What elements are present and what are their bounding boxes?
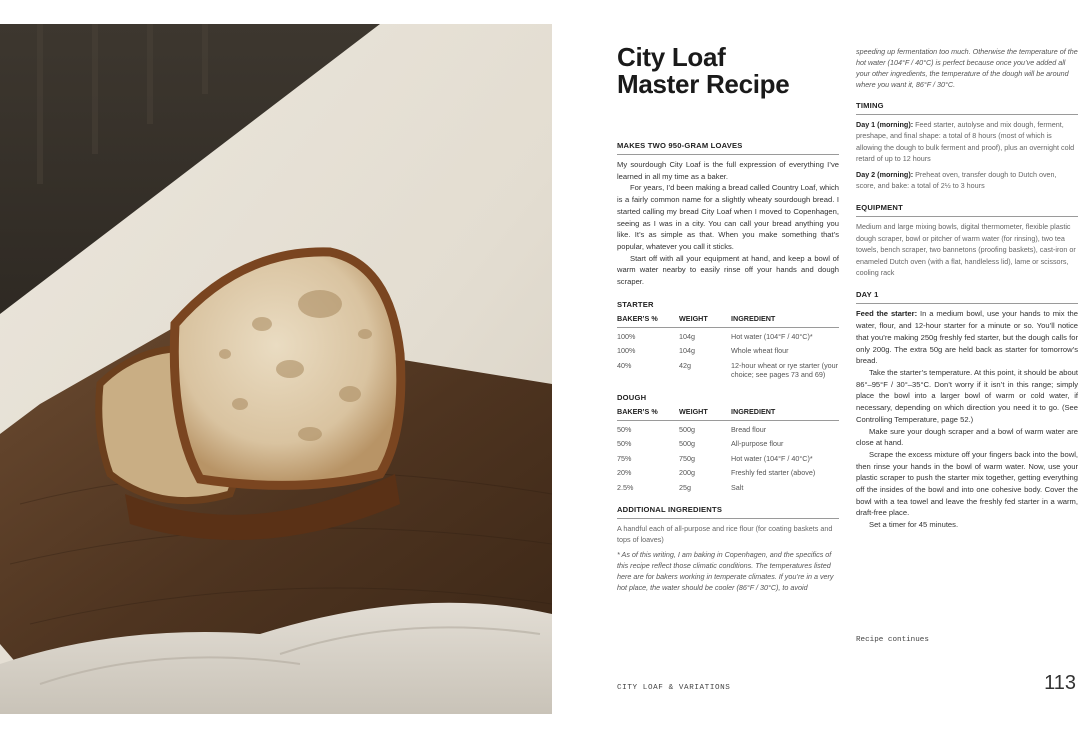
- page-title: [617, 44, 789, 98]
- table-cell: 104g: [679, 331, 695, 341]
- timing-day1-label: Day 1 (morning):: [856, 120, 914, 129]
- day1-section: [856, 290, 1078, 530]
- recipe-continues: Recipe continues: [856, 636, 929, 644]
- table-cell: 500g: [679, 439, 695, 449]
- continued-footnote: speeding up fermentation too much. Otherwise the temperature of the hot water (104°F / 40°C) is perfect because once you’ve added all your other ingredients, the temperature of the dough will be around where you want it, 86°F / 30°C.: [856, 47, 1078, 89]
- table-row: [617, 479, 839, 494]
- footnote: * As of this writing, I am baking in Copenhagen, and the specifics of this recipe reflect those climatic conditions. The temperatures listed here are for bakers working in temperate climates. If you’re in a very hot place, the water should be cooler (86°F / 30°C), to avoid: [617, 550, 834, 593]
- starter-table: [617, 311, 839, 381]
- table-cell: 104g: [679, 346, 695, 356]
- table-row: [617, 357, 839, 381]
- table-cell: 20%: [617, 468, 632, 478]
- timing-day2-label: Day 2 (morning):: [856, 169, 914, 179]
- starter-section: [617, 300, 839, 381]
- timing-day1-text: Feed starter, autolyse and mix dough, ferment, preshape, and final shape: a total of 8 hours (most of which is allowing the dough to bulk ferment and proof), plus an overnight cold retard of up to 12 hours: [856, 120, 1075, 164]
- column-header: INGREDIENT: [731, 311, 839, 328]
- right-column: [856, 46, 1078, 531]
- equipment-heading: EQUIPMENT: [856, 203, 1078, 217]
- table-cell: Salt: [731, 482, 744, 492]
- additional-heading: ADDITIONAL INGREDIENTS: [617, 505, 839, 519]
- intro-paragraph: Start off with all your equipment at hand, and keep a bowl of warm water nearby to easily rinse off your hands and dough scraper.: [617, 253, 839, 287]
- table-cell: 25g: [679, 482, 691, 492]
- table-cell: Hot water (104°F / 40°C)*: [731, 453, 813, 463]
- table-cell: 200g: [679, 468, 695, 478]
- table-cell: 100%: [617, 331, 636, 341]
- bread-loaf-photo: [0, 24, 552, 714]
- table-cell: 50%: [617, 439, 632, 449]
- table-cell: 2.5%: [617, 482, 634, 492]
- starter-heading: STARTER: [617, 299, 654, 309]
- table-row: [617, 464, 839, 479]
- title-line-2: Master Recipe: [617, 69, 790, 99]
- table-cell: 750g: [679, 453, 695, 463]
- table-cell: 100%: [617, 346, 636, 356]
- table-row: [617, 342, 839, 357]
- feed-label: Feed the starter:: [856, 309, 918, 319]
- dough-heading: DOUGH: [617, 392, 647, 402]
- table-row: [617, 420, 839, 435]
- feed-text: In a medium bowl, use your hands to mix the water, flour, and 12-hour starter for a minute or so. You’ll notice that you’re making 250g freshly fed starter, but the dough calls for only 200g. The extra 50g are held back as starter for tomorrow’s bread.: [856, 309, 1078, 366]
- day1-paragraph: Take the starter’s temperature. At this point, it should be about 86°–95°F / 30°–35°C. Don’t worry if it isn’t in this range; simply place the bowl into a larger bowl of warm or cold water, if necessary, depending on which direction you need it to go. (See Controlling Temperature, page 52.): [856, 367, 1078, 424]
- table-cell: Hot water (104°F / 40°C)*: [731, 331, 813, 341]
- table-header-row: [617, 404, 839, 421]
- running-footer: CITY LOAF & VARIATIONS: [617, 684, 731, 692]
- day1-heading: DAY 1: [856, 290, 1078, 304]
- table-cell: 12-hour wheat or rye starter (your choice; see pages 73 and 69): [731, 360, 839, 380]
- column-header: WEIGHT: [679, 311, 731, 328]
- left-column: [617, 141, 839, 593]
- day1-paragraph: Set a timer for 45 minutes.: [869, 520, 959, 530]
- column-header: WEIGHT: [679, 404, 731, 421]
- timing-day1: [856, 119, 1078, 165]
- dough-section: [617, 393, 839, 494]
- table-cell: 75%: [617, 453, 632, 463]
- day1-paragraph: Make sure your dough scraper and a bowl of warm water are close at hand.: [856, 426, 1078, 448]
- feed-paragraph: [856, 308, 1078, 367]
- timing-day2-text: Preheat oven, transfer dough to Dutch oven, score, and bake: a total of 2½ to 3 hours: [856, 169, 1057, 191]
- additional-text: A handful each of all-purpose and rice flour (for coating baskets and tops of loaves): [617, 524, 833, 545]
- dough-table: [617, 404, 839, 494]
- table-cell: Bread flour: [731, 424, 767, 434]
- table-row: [617, 327, 839, 342]
- table-cell: 50%: [617, 424, 632, 434]
- intro-paragraph: For years, I’d been making a bread called Country Loaf, which is a fairly common name for a slightly wheaty sourdough bread. I started calling my bread City Loaf when I moved to Copenhagen, seeing as I was in a city. You can call your bread anything you like. It’s as simple as that. When you make something that’s popular, whatever you call it sticks.: [617, 183, 839, 251]
- table-row: [617, 450, 839, 465]
- table-cell: Freshly fed starter (above): [731, 468, 816, 478]
- column-header: INGREDIENT: [731, 404, 839, 421]
- day1-paragraph: Scrape the excess mixture off your fingers back into the bowl, then rinse your hands in the bowl of warm water. Now, use your plastic scraper to push the starter mix together, getting everything off the insides of the bowl and into one cohesive body. Cover the bowl with a tea towel and leave the freshly fed starter in a warm, draft-free place.: [856, 449, 1078, 518]
- column-header: BAKER’S %: [617, 311, 679, 328]
- table-row: [617, 435, 839, 450]
- title-line-1: City Loaf: [617, 42, 726, 72]
- equipment-text: Medium and large mixing bowls, digital thermometer, flexible plastic dough scraper, bowl or pitcher of warm water (for rinsing), two tea towels, bench scraper, two bannetons (proofing baskets), cast-iron or enameled Dutch oven (with a flat, handleless lid), lame or scissors, cooling rack: [856, 222, 1076, 278]
- table-cell: All-purpose flour: [731, 439, 784, 449]
- column-header: BAKER’S %: [617, 404, 679, 421]
- timing-heading: TIMING: [856, 101, 1078, 115]
- table-header-row: [617, 311, 839, 328]
- makes-heading: MAKES TWO 950-GRAM LOAVES: [617, 141, 839, 155]
- table-cell: 40%: [617, 360, 632, 370]
- table-cell: 42g: [679, 360, 691, 370]
- equipment-section: [856, 203, 1078, 278]
- intro-paragraph: My sourdough City Loaf is the full expression of everything I’ve learned in all my time as a baker.: [617, 160, 839, 181]
- recipe-page: [552, 24, 1078, 714]
- page-number: 113: [1044, 672, 1076, 694]
- additional-section: [617, 505, 839, 593]
- table-cell: 500g: [679, 424, 695, 434]
- table-cell: Whole wheat flour: [731, 346, 789, 356]
- timing-section: [856, 101, 1078, 191]
- timing-day2: [856, 169, 1078, 192]
